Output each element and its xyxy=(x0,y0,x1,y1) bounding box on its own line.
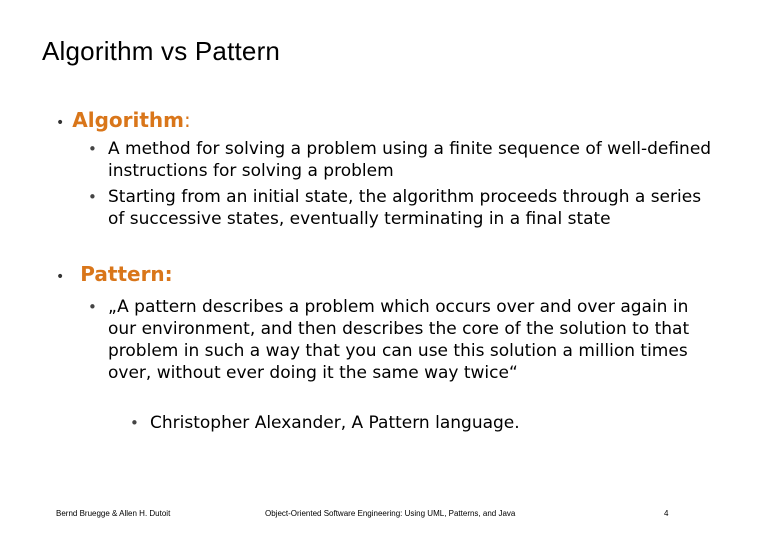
footer-page-number: 4 xyxy=(664,509,669,518)
heading-colon: : xyxy=(184,108,191,132)
slide-title: Algorithm vs Pattern xyxy=(42,36,281,66)
bullet-algorithm xyxy=(56,108,191,135)
list-item: • A method for solving a problem using a finite sequence of well-defined instructions for solving a problem xyxy=(88,138,738,182)
pattern-list xyxy=(88,296,718,384)
list-item: • Starting from an initial state, the algorithm proceeds through a series of successive states, eventually terminating in a final state xyxy=(88,186,720,230)
footer-book-title: Object-Oriented Software Engineering: Using UML, Patterns, and Java xyxy=(265,509,516,518)
section-heading-algorithm xyxy=(72,108,191,132)
bullet-pattern xyxy=(56,262,173,289)
footer-authors: Bernd Bruegge & Allen H. Dutoit xyxy=(56,509,171,518)
bullet-dot: • xyxy=(56,269,65,285)
algorithm-list xyxy=(88,138,738,230)
heading-text: Algorithm xyxy=(72,108,185,132)
attribution: • Christopher Alexander, A Pattern language. xyxy=(130,412,520,434)
section-heading-pattern: Pattern: xyxy=(80,262,173,286)
pattern-quote: • „A pattern describes a problem which occurs over and over again in our environment, and then describes the core of the solution to that problem in such a way that you can use this solution a million times over, without ever doing it the same way twice“ xyxy=(88,296,718,384)
bullet-dot: • xyxy=(56,115,65,131)
